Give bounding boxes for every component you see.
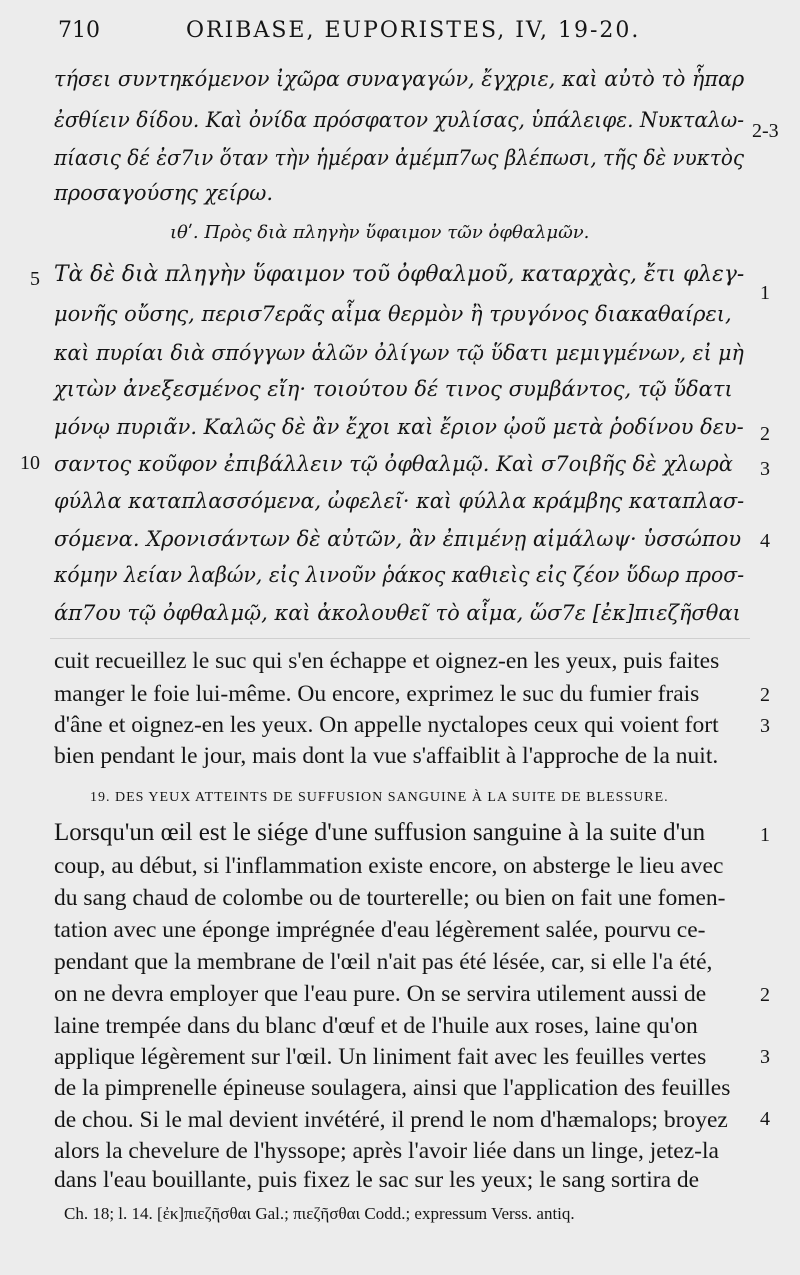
french-line: dans l'eau bouillante, puis fixez le sac sur les yeux; le sang sortira de (54, 1167, 700, 1193)
french-line: Lorsqu'un œil est le siége d'une suffusion sanguine à la suite d'un (54, 819, 706, 846)
margin-number: 4 (760, 530, 770, 552)
french-line: de la pimprenelle épineuse soulagera, ainsi que l'application des feuilles (54, 1075, 731, 1101)
french-line: on ne devra employer que l'eau pure. On se servira utilement aussi de (54, 981, 707, 1007)
page-number: 710 (58, 18, 100, 43)
french-line: manger le foie lui-même. Ou encore, exprimez le suc du fumier frais (54, 681, 700, 707)
french-line: coup, au début, si l'inflammation existe encore, on absterge le lieu avec (54, 853, 724, 879)
greek-line: πίασις δέ ἐσ7ιν ὅταν τὴν ἡμέραν ἀμέμπ7ως βλέπωσι, τῆς δὲ νυκτὸς (54, 146, 745, 170)
french-line: du sang chaud de colombe ou de tourterelle; ou bien on fait une fomen- (54, 885, 726, 911)
greek-line: μόνῳ πυριᾶν. Καλῶς δὲ ἂν ἔχοι καὶ ἔριον ᾠοῦ μετὰ ῥοδίνου δευ- (54, 415, 744, 439)
margin-number: 2-3 (752, 120, 779, 142)
french-line: cuit recueillez le suc qui s'en échappe et oignez-en les yeux, puis faites (54, 648, 720, 674)
french-line: pendant que la membrane de l'œil n'ait pas été lésée, car, si elle l'a été, (54, 949, 713, 975)
french-line: applique légèrement sur l'œil. Un liniment fait avec les feuilles vertes (54, 1044, 707, 1070)
french-line: alors la chevelure de l'hyssope; après l'avoir liée dans un linge, jetez-la (54, 1138, 719, 1164)
french-line: tation avec une éponge imprégnée d'eau légèrement salée, pourvu ce- (54, 917, 706, 943)
margin-number: 3 (760, 715, 770, 737)
margin-number: 3 (760, 1046, 770, 1068)
greek-section-title: ιθʹ. Πρὸς διὰ πληγὴν ὕφαιμον τῶν ὀφθαλμῶν. (170, 222, 590, 243)
greek-line: προσαγούσης χείρω. (54, 181, 273, 205)
running-head: ORIBASE, EUPORISTES, IV, 19-20. (186, 18, 641, 43)
margin-number: 1 (760, 824, 770, 846)
footnote: Ch. 18; l. 14. [ἐκ]πιεζῆσθαι Gal.; πιεζῆσθαι Codd.; expressum Verss. antiq. (64, 1204, 575, 1223)
line-marker: 5 (30, 268, 40, 290)
greek-line: τήσει συντηκόμενον ἰχῶρα συναγαγών, ἔγχριε, καὶ αὐτὸ τὸ ἧπαρ (54, 67, 745, 91)
margin-number: 3 (760, 458, 770, 480)
greek-line: σόμενα. Χρονισάντων δὲ αὐτῶν, ἂν ἐπιμένῃ αἱμάλωψ· ὑσσώπου (54, 527, 742, 551)
line-marker: 10 (20, 452, 40, 474)
greek-line: άπ7ου τῷ ὀφθαλμῷ, καὶ ἀκολουθεῖ τὸ αἷμα, ὥσ7ε [ἐκ]πιεζῆσθαι (54, 601, 741, 625)
greek-line: σαντος κοῦφον ἐπιβάλλειν τῷ ὀφθαλμῷ. Καὶ σ7οιβῆς δὲ χλωρὰ (54, 452, 733, 476)
margin-number: 4 (760, 1108, 770, 1130)
french-line: bien pendant le jour, mais dont la vue s'affaiblit à l'approche de la nuit. (54, 743, 719, 769)
french-line: laine trempée dans du blanc d'œuf et de l'huile aux roses, laine qu'on (54, 1013, 698, 1039)
greek-line: χιτὼν ἀνεξεσμένος εἴη· τοιούτου δέ τινος συμβάντος, τῷ ὕδατι (54, 377, 733, 401)
margin-number: 1 (760, 282, 770, 304)
margin-number: 2 (760, 984, 770, 1006)
greek-line: καὶ πυρίαι διὰ σπόγγων ἁλῶν ὀλίγων τῷ ὕδατι μεμιγμένων, εἰ μὴ (54, 341, 744, 365)
page-header (58, 18, 641, 50)
french-line: de chou. Si le mal devient invétéré, il prend le nom d'hæmalops; broyez (54, 1107, 728, 1133)
greek-line: μονῆς οὔσης, περισ7ερᾶς αἷμα θερμὸν ἢ τρυγόνος διακαθαίρει, (54, 302, 732, 326)
greek-line: Τὰ δὲ διὰ πληγὴν ὕφαιμον τοῦ ὀφθαλμοῦ, καταρχὰς, ἔτι φλεγ- (54, 262, 745, 287)
section-divider (50, 638, 750, 639)
margin-number: 2 (760, 684, 770, 706)
greek-line: φύλλα καταπλασσόμενα, ὠφελεῖ· καὶ φύλλα κράμβης καταπλασ- (54, 489, 745, 513)
french-line: d'âne et oignez-en les yeux. On appelle nyctalopes ceux qui voient fort (54, 712, 719, 738)
french-section-title: 19. DES YEUX ATTEINTS DE SUFFUSION SANGUINE À LA SUITE DE BLESSURE. (90, 790, 669, 805)
greek-line: ἐσθίειν δίδου. Καὶ ὀνίδα πρόσφατον χυλίσας, ὑπάλειφε. Νυκταλω- (54, 108, 745, 132)
greek-line: κόμην λείαν λαβών, εἰς λινοῦν ῥάκος καθιεὶς εἰς ζέον ὕδωρ προσ- (54, 563, 745, 587)
margin-number: 2 (760, 423, 770, 445)
